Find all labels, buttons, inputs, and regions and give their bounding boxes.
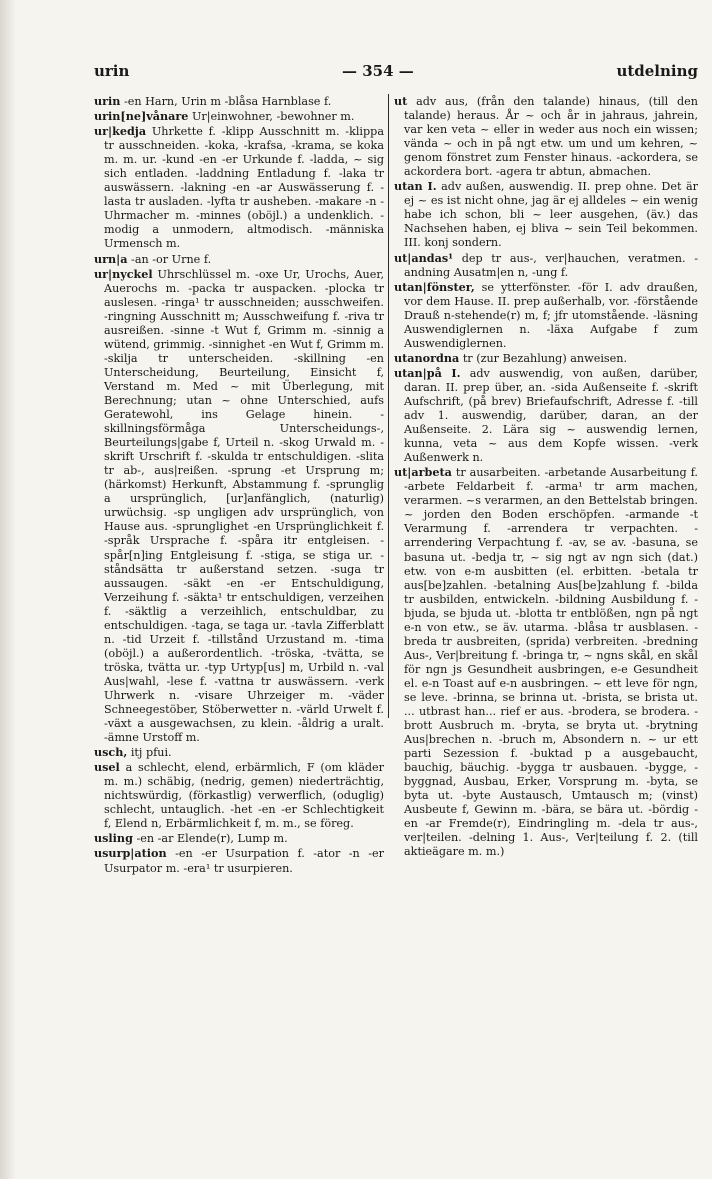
dictionary-entry xyxy=(394,94,698,179)
entry-definition: tr ausarbeiten. -arbetande Ausarbeitung f. -arbete Feldarbeit f. -arma¹ tr arm machen, verarmen. ~s verarmen, an den Bettelstab bringen. ~ jorden den Boden erschöpfen. -armande -t Verarmung f. -arrendera tr verpachten. -arrendering Verpachtung f. -av, se av. -basuna, se basuna ut. -bedja tr, ~ sig ngt av ngn sich (dat.) etw. von e-m ausbitten (el. erbitten. -betala tr aus[be]zahlen. -betalning Aus[be]zahlung f. -bilda tr ausbilden, entwickeln. -bildning Ausbildung f. -bjuda, se bjuda ut. -blotta tr entblößen, ngn på ngt e-n von etw., se äv. utarma. -blåsa tr ausblasen. -breda tr ausbreiten, (sprida) verbreiten. -bredning Aus-, Ver|breitung f. -bringa tr, ~ ngns skål, en skål för ngn js Gesundheit ausbringen, e-e Gesundheit el. e-n Toast auf e-n ausbringen. ~ ett leve för ngn, se leve. -brinna, se brinna ut. -brista, se brista ut. ... utbrast han... rief er aus. -brodera, se brodera. -brott Ausbruch m. -bryta, se bryta ut. -brytning Aus|brechen n. -bruch m, Absondern n. ~ ur ett parti Sezession f. -buktad p a ausgebaucht, bauchig, bäuchig. -bygga tr ausbauen. -bygge, -byggnad, Ausbau, Erker, Vorsprung m. -byta, se byta ut. -byte Austausch, Umtausch m; (vinst) Ausbeute f, Gewinn m. -bära, se bära ut. -bördig -en -ar Fremde(r), Eindringling m. -dela tr aus-, ver|teilen. -delning 1. Aus-, Ver|teilung f. 2. (till aktieägare m. m.) xyxy=(404,466,698,859)
page-header xyxy=(94,62,698,86)
entry-definition: adv aus, (från den talande) hinaus, (till den talande) heraus. År ~ och år in jahraus, jahrein, var ken veta ~ eller in weder aus noch ein wissen; vända ~ och in på ngt etw. um und um kehren, ~ genom fönstret zum Fenster hinaus. -ackordera, se ackordera bort. -agera tr abtun, abmachen. xyxy=(404,95,698,179)
dictionary-entry xyxy=(94,760,384,831)
entry-headword: utan|fönster, xyxy=(394,279,475,294)
entry-headword: utan I. xyxy=(394,179,437,194)
column-divider xyxy=(388,94,389,718)
entry-headword: utan|på I. xyxy=(394,365,461,380)
dictionary-entry xyxy=(94,124,384,251)
dictionary-entry xyxy=(94,745,384,760)
dictionary-entry xyxy=(394,465,698,859)
entry-headword: usel xyxy=(94,760,120,775)
entry-headword: usch, xyxy=(94,745,128,760)
entry-definition: tr (zur Bezahlung) anweisen. xyxy=(462,351,628,365)
entry-headword: usurp|ation xyxy=(94,846,167,861)
entry-definition: adv außen, auswendig. II. prep ohne. Det är ej ~ es ist nicht ohne, jag är ej alldeles ~ ein wenig habe ich schon, bli ~ leer ausgehen, (äv.) das Nachsehen haben, ej bliva ~ sein Teil bekommen. III. konj sondern. xyxy=(404,180,698,250)
page-number: — 354 — xyxy=(342,62,414,80)
dictionary-entry xyxy=(94,831,384,846)
entry-definition: adv auswendig, von außen, darüber, daran. II. prep über, an. -sida Außenseite f. -skrift Aufschrift, (på brev) Briefaufschrift, Adresse f. -till adv 1. auswendig, darüber, daran, an der Außenseite. 2. Lära sig ~ auswendig lernen, kunna, veta ~ aus dem Kopfe wissen. -verk Außenwerk n. xyxy=(404,366,698,465)
entry-headword: ut|arbeta xyxy=(394,465,452,480)
dictionary-entry xyxy=(394,179,698,250)
dictionary-entry xyxy=(394,251,698,280)
entry-definition: -en -er Usurpation f. -ator -n -er Usurpator m. -era¹ tr usurpieren. xyxy=(104,847,384,875)
entry-headword: urin[ne]vånare xyxy=(94,109,189,124)
entry-headword: ur|nyckel xyxy=(94,266,153,281)
dictionary-entry xyxy=(394,351,698,366)
header-right-guideword: utdelning xyxy=(616,62,698,80)
entry-definition: -en Harn, Urin m -blåsa Harnblase f. xyxy=(123,95,332,108)
entry-headword: ut xyxy=(394,94,408,108)
entry-headword: utanordna xyxy=(394,350,460,365)
entry-headword: usling xyxy=(94,831,133,846)
dictionary-entry xyxy=(94,267,384,746)
page-edge-shadow xyxy=(0,0,16,1179)
entry-definition: -an -or Urne f. xyxy=(131,252,212,266)
entry-definition: -en -ar Elende(r), Lump m. xyxy=(136,832,288,846)
entry-definition: Uhrschlüssel m. -oxe Ur, Urochs, Auer, Auerochs m. -packa tr auspacken. -plocka tr auslesen. -ringa¹ tr ausschneiden; ausschweifen. -ringning Ausschnitt m; Ausschweifung f. -riva tr ausreißen. -sinne -t Wut f, Grimm m. -sinnig a wütend, grimmig. -sinnighet -en Wut f, Grimm m. -skilja tr unterscheiden. -skillning -en Unterscheidung, Beurteilung, Einsicht f, Verstand m. Med ~ mit Überlegung, mit Berechnung; utan ~ ohne Unterschied, aufs Geratewohl, ins Gelage hinein. -skillningsförmåga Unterscheidungs-, Beurteilungs|gabe f, Urteil n. -skog Urwald m. -skrift Urschrift f. -skulda tr entschuldigen. -slita tr ab-, aus|reißen. -sprung -et Ursprung m; (härkomst) Herkunft, Abstammung f. -sprunglig a ursprünglich, [ur]anfänglich, (naturlig) urwüchsig. -sp ungligen adv ursprünglich, von Hause aus. -sprunglighet -en Ursprünglichkeit f. -språk Ursprache f. -spåra itr entgleisen. -spår[n]ing Entgleisung f. -stiga, se stiga ur. -ståndsätta tr außerstand setzen. -suga tr aussaugen. -säkt -en -er Entschuldigung, Verzeihung f. -säkta¹ tr entschuldigen, verzeihen f. -säktlig a verzeihlich, entschuldbar, zu entschuldigen. -taga, se taga ur. -tavla Zifferblatt n. -tid Urzeit f. -tillstånd Urzustand m. -tima (oböjl.) a außerordentlich. -tröska, -tvätta, se tröska, tvätta ur. -typ Urtyp[us] m, Urbild n. -val Aus|wahl, -lese f. -vattna tr auswässern. -verk Uhrwerk n. -visare Uhrzeiger m. -väder Schneegestöber, Stöberwetter n. -värld Urwelt f. -växt a ausgewachsen, zu klein. -åldrig a uralt. -ämne Urstoff m. xyxy=(104,267,385,745)
entry-definition: Ur|einwohner, -bewohner m. xyxy=(191,110,355,124)
entry-definition: se ytterfönster. -för I. adv draußen, vor dem Hause. II. prep außerhalb, vor. -förstående Drauß n-stehende(r) m, f; jfr utomstående. -läsning Auswendiglernen n. -läxa Aufgabe f zum Auswendiglernen. xyxy=(404,280,698,350)
dictionary-entry xyxy=(394,366,698,465)
dictionary-entry xyxy=(94,846,384,875)
entry-definition: Uhrkette f. -klipp Ausschnitt m. -klippa tr ausschneiden. -koka, -krafsa, -krama, se koka m. m. ur. -kund -en -er Urkunde f. -ladda, ~ sig sich entladen. -laddning Entladung f. -laka tr auswässern. -lakning -en -ar Auswässerung f. -lasta tr ausladen. -lyfta tr ausheben. -makare -n - Uhrmacher m. -minnes (oböjl.) a undenklich. -modig a unmodern, altmodisch. -människa Urmensch m. xyxy=(104,125,384,251)
dictionary-entry xyxy=(94,94,384,109)
dictionary-entry xyxy=(94,252,384,267)
entry-headword: urin xyxy=(94,94,121,108)
header-left-guideword: urin xyxy=(94,62,130,80)
entry-headword: ut|andas¹ xyxy=(394,250,454,265)
dictionary-entry xyxy=(94,109,384,124)
right-column xyxy=(394,94,698,860)
entry-headword: ur|kedja xyxy=(94,124,147,139)
entry-definition: a schlecht, elend, erbärmlich, F (om kläder m. m.) schäbig, (nedrig, gemen) niederträchtig, nichtswürdig, (förkastlig) verwerflich, (oduglig) schlecht, untauglich. -het -en -er Schlechtigkeit f, Elend n, Erbärmlichkeit f, m. m., se föreg. xyxy=(104,761,384,831)
entry-definition: itj pfui. xyxy=(130,746,172,760)
entry-headword: urn|a xyxy=(94,251,128,266)
entry-definition: dep tr aus-, ver|hauchen, veratmen. -andning Ausatm|en n, -ung f. xyxy=(404,251,698,279)
left-column xyxy=(94,94,384,876)
dictionary-entry xyxy=(394,280,698,351)
